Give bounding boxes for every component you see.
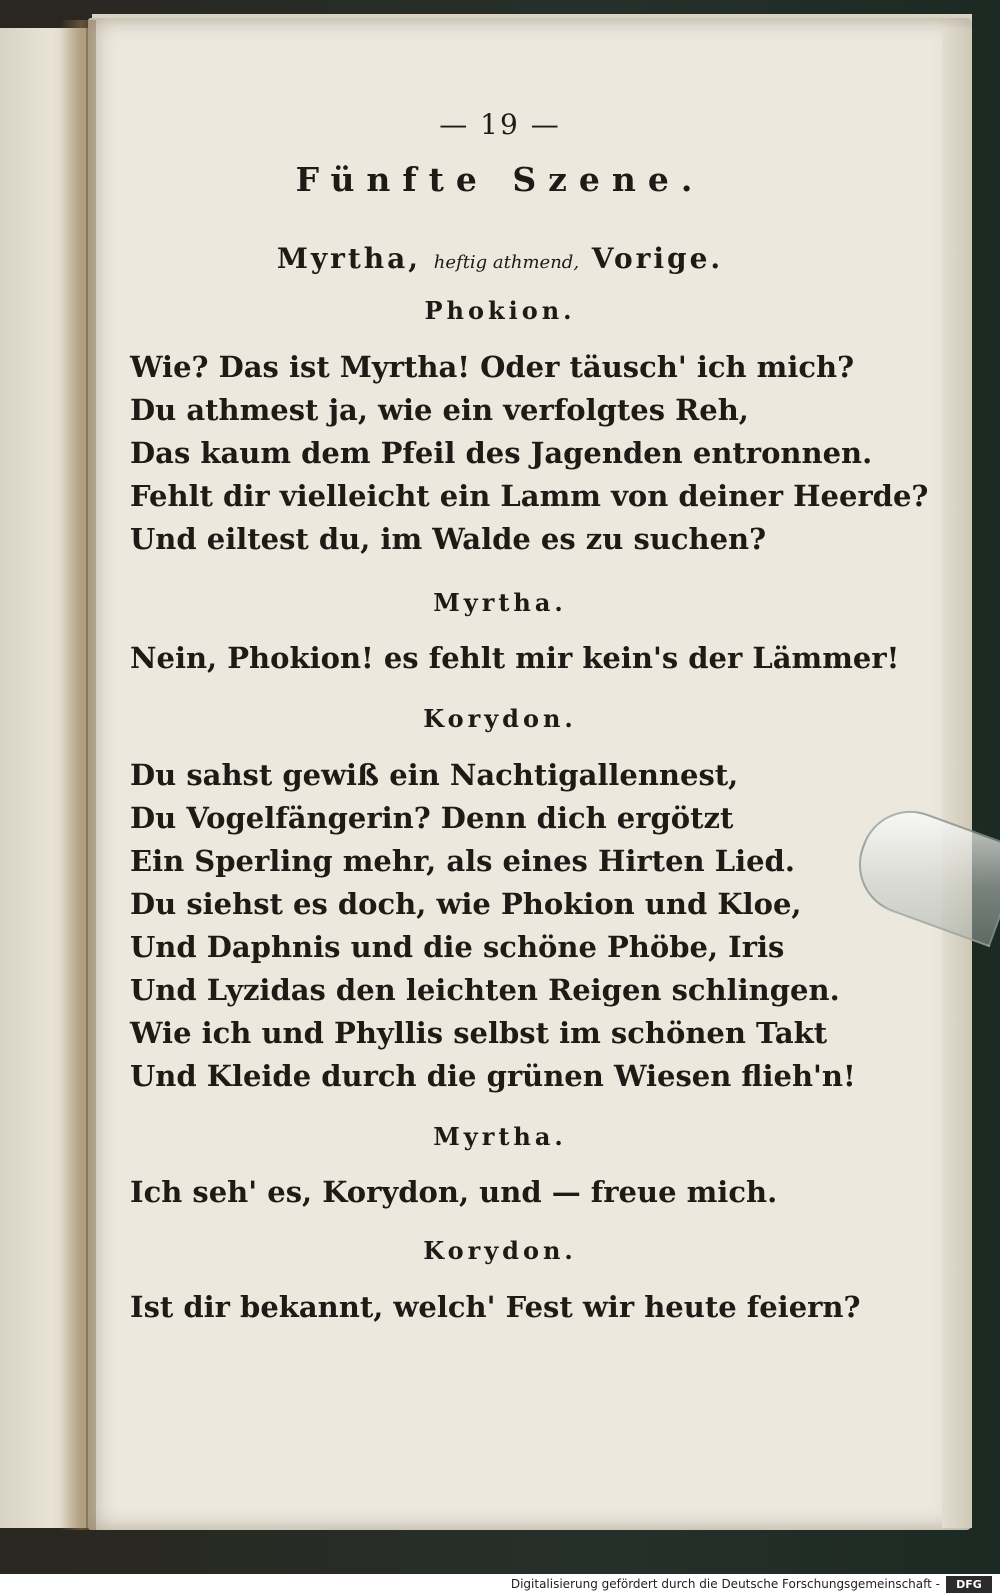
verse-line: Ein Sperling mehr, als eines Hirten Lied. bbox=[130, 844, 795, 878]
verse-line: Und Kleide durch die grünen Wiesen flieh'n! bbox=[130, 1059, 856, 1093]
verse-line: Wie ich und Phyllis selbst im schönen Takt bbox=[130, 1016, 828, 1050]
verse-line: Du siehst es doch, wie Phokion und Kloe, bbox=[130, 887, 802, 921]
speaker-label: Myrtha. bbox=[433, 1122, 567, 1151]
spine-shadow bbox=[60, 20, 96, 1530]
verse-line: Du sahst gewiß ein Nachtigallennest, bbox=[130, 758, 739, 792]
verse-line: Fehlt dir vielleicht ein Lamm von deiner Heerde? bbox=[130, 479, 929, 513]
footer-bar bbox=[0, 1574, 1000, 1596]
dfg-logo: DFG bbox=[946, 1576, 992, 1593]
page-number: — 19 — bbox=[439, 108, 561, 141]
speaker-label: Phokion. bbox=[424, 296, 576, 325]
verse-line: Und Daphnis und die schöne Phöbe, Iris bbox=[130, 930, 785, 964]
scene-title: Fünfte Szene. bbox=[295, 160, 705, 199]
persons-name-2: Vorige. bbox=[591, 242, 724, 275]
speaker-label: Korydon. bbox=[423, 704, 577, 733]
verse-line: Nein, Phokion! es fehlt mir kein's der Lämmer! bbox=[130, 641, 900, 675]
page-right-edge bbox=[942, 28, 972, 1528]
verse-line: Wie? Das ist Myrtha! Oder täusch' ich mich? bbox=[130, 350, 855, 384]
speaker-label: Myrtha. bbox=[433, 588, 567, 617]
verse-line: Ist dir bekannt, welch' Fest wir heute feiern? bbox=[130, 1290, 861, 1324]
dramatis-personae bbox=[130, 242, 870, 275]
verse-line: Du Vogelfängerin? Denn dich ergötzt bbox=[130, 801, 734, 835]
speaker-label: Korydon. bbox=[423, 1236, 577, 1265]
verse-line: Das kaum dem Pfeil des Jagenden entronnen. bbox=[130, 436, 873, 470]
verse-line: Du athmest ja, wie ein verfolgtes Reh, bbox=[130, 393, 749, 427]
verse-line: Und eiltest du, im Walde es zu suchen? bbox=[130, 522, 767, 556]
persons-name-1: Myrtha, bbox=[276, 242, 422, 275]
verse-line: Ich seh' es, Korydon, und — freue mich. bbox=[130, 1175, 778, 1209]
verse-line: Und Lyzidas den leichten Reigen schlingen. bbox=[130, 973, 840, 1007]
stage-direction: heftig athmend, bbox=[433, 252, 580, 273]
funding-credit: Digitalisierung gefördert durch die Deutsche Forschungsgemeinschaft - bbox=[510, 1577, 940, 1591]
